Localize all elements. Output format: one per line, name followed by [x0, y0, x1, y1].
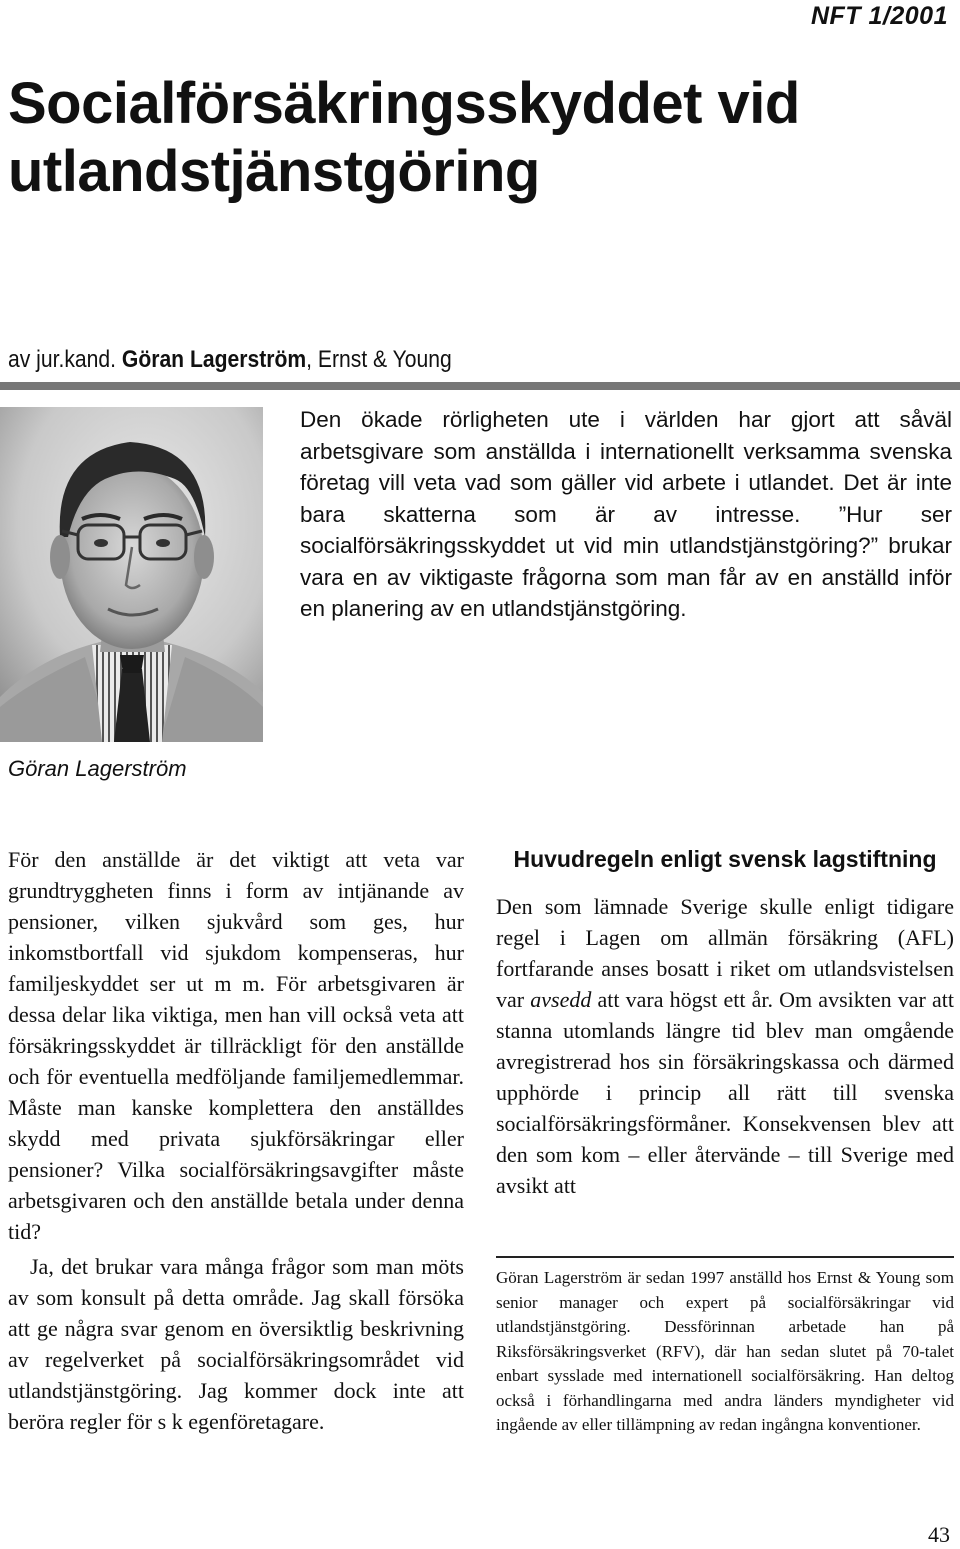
body-text: att vara högst ett år. Om avsikten var att stanna utomlands längre tid blev man omgående avregistrerad hos sin försäkringskassa och därmed upphörde i princip all rätt till svenska socialförsäkringsförmåner. Konsekvensen blev att den som kom – eller återvände – till Sverige med avsikt att — [496, 987, 955, 1198]
author-photo — [0, 407, 263, 742]
body-column-left — [8, 844, 464, 1441]
body-text-italic: avsedd — [530, 987, 592, 1012]
section-heading: Huvudregeln enligt svensk lagstiftning — [513, 846, 937, 872]
body-paragraph: För den anställde är det viktigt att veta var grundtryggheten finns i form av intjänande av pensioner, vilken sjukvård som ges, hur inkomstbortfall vid sjukdom kompenseras, hur familjeskyddet ser ut m m. För arbetsgivaren är dessa delar lika viktiga, men han vill också veta att försäkringsskyddet är tillräckligt för den anställde och för eventuella medföljande familjemedlemmar. Måste man kanske komplettera den anställdes skydd med privata sjukförsäkringar eller pensioner? Vilka socialförsäkringsavgifter måste arbetsgivaren och den anställde betala under denna tid? — [8, 847, 464, 1244]
bio-divider — [496, 1256, 954, 1258]
byline-author: Göran Lagerström — [121, 346, 307, 373]
byline — [8, 346, 452, 374]
journal-issue: NFT 1/2001 — [810, 2, 948, 30]
body-paragraph: Ja, det brukar vara många frågor som man möts av som konsult på detta område. Jag skall försöka att ge några svar genom en översiktlig beskrivning av regelverket på socialförsäkringsområdet vid utlandstjänstgöring. Jag kommer dock inte att beröra regler för s k egenföretagare. — [8, 1254, 464, 1434]
header-rule — [0, 382, 960, 390]
page-number: 43 — [928, 1522, 950, 1547]
byline-affiliation: , Ernst & Young — [306, 346, 452, 373]
author-bio: Göran Lagerström är sedan 1997 anställd hos Ernst & Young som senior manager och expert på socialförsäkringar vid utlandstjänstgöring. Dessförinnan arbetade han på Riksförsäkringsverket (RFV), där han sedan slutet på 70-talet enbart sysslade med internationell socialförsäkring. Han deltog också i förhandlingarna med andra länders myndigheter vid ingående av eller tillämpning av redan ingångna konventioner. — [496, 1268, 954, 1434]
photo-caption: Göran Lagerström — [8, 756, 187, 781]
body-text: Den som lämnade Sverige skulle enligt tidigare regel i Lagen om allmän försäkring (AFL) fortfarande anses bosatt i riket om utlandsvistelsen var — [496, 894, 954, 1012]
byline-prefix: av jur.kand. — [8, 346, 122, 373]
article-title: Socialförsäkringsskyddet vid utlandstjänstgöring — [8, 71, 800, 204]
intro-paragraph: Den ökade rörligheten ute i världen har gjort att såväl arbetsgivare som anställda i internationellt verksamma svenska företag vill veta vad som gäller vid arbete i utlandet. Det är inte bara skatterna som är av intresse. ”Hur ser socialförsäkringsskyddet ut vid min utlandstjänstgöring?” brukar vara en av viktigaste frågorna som man får av en anställd inför en planering av en utlandstjänstgöring. — [300, 407, 952, 621]
body-paragraph — [496, 891, 954, 1201]
body-column-right — [496, 844, 954, 1201]
